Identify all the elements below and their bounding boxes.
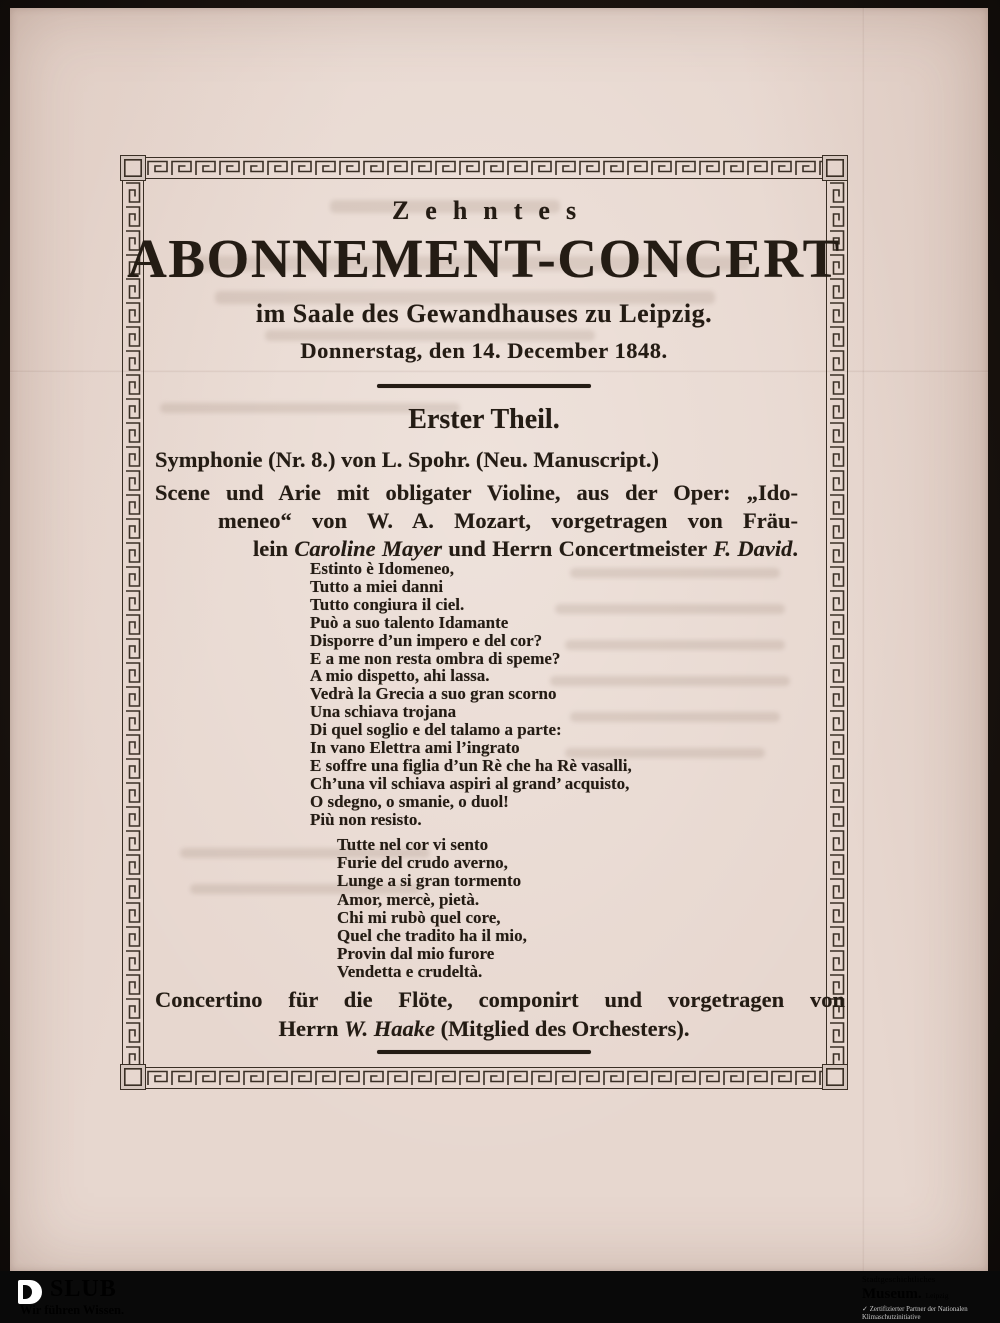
slub-wordmark: SLUB	[50, 1276, 117, 1302]
aria-line: Vedrà la Grecia a suo gran scorno	[310, 684, 557, 704]
aria-performer-mid: und Herrn Concertmeister	[442, 536, 714, 561]
aria-performer-prefix: lein	[253, 536, 295, 561]
aria-line: O sdegno, o smanie, o duol!	[310, 791, 509, 811]
museum-name-row	[862, 1285, 994, 1303]
aria-line: Una schiava trojana	[310, 702, 457, 722]
museum-branding-block	[862, 1275, 994, 1322]
museum-label-top: Stadtgeschichtliches	[862, 1274, 936, 1284]
aria-line: Quel che tradito ha il mio,	[337, 926, 527, 946]
aria-line: In vano Elettra ami l’ingrato	[310, 738, 520, 758]
aria-line: Chi mi rubò quel core,	[337, 907, 501, 927]
performer-name-f-david: F. David	[713, 536, 793, 561]
meander-border-top	[146, 157, 822, 179]
performer-name-caroline-mayer: Caroline Mayer	[294, 536, 442, 561]
museum-name: Museum.	[862, 1285, 922, 1302]
paper-crease-vertical	[862, 8, 865, 1271]
museum-note-text: Zertifizierter Partner der Nationalen Klimaschutzinitiative	[862, 1306, 968, 1321]
aria-line: E a me non resta ombra di speme?	[310, 648, 561, 668]
program-item-aria-line-1: Scene und Arie mit obligater Violine, aus der Oper: „Ido-	[155, 480, 798, 505]
frame-corner-bottom-left	[120, 1064, 146, 1090]
aria-line: Amor, mercè, pietà.	[337, 889, 480, 909]
checkmark-icon: ✓	[862, 1306, 868, 1314]
aria-line: A mio dispetto, ahi lassa.	[310, 666, 490, 686]
program-item-concertino-line-2	[120, 1015, 848, 1042]
program-item-concertino-line-1: Concertino für die Flöte, componirt und vorgetragen von	[155, 987, 845, 1012]
aria-line: Estinto è Idomeneo,	[310, 559, 455, 578]
performer-name-w-haake: W. Haake	[344, 1016, 435, 1041]
venue-line: im Saale des Gewandhauses zu Leipzig.	[255, 299, 713, 328]
slub-logo-icon	[18, 1280, 42, 1304]
program-item-symphony: Symphonie (Nr. 8.) von L. Spohr. (Neu. Manuscript.)	[155, 447, 660, 472]
slub-tagline: Wir führen Wissen.	[20, 1303, 125, 1317]
aria-line: Provin dal mio furore	[337, 944, 495, 964]
footer-bar	[0, 1271, 1000, 1323]
series-title: Zehntes	[391, 196, 593, 225]
aria-line: Lunge a si gran tormento	[337, 871, 522, 891]
aria-line: Di quel soglio e del talamo a parte:	[310, 720, 562, 740]
aria-stanza-1	[310, 560, 632, 829]
museum-certificate-note	[862, 1306, 994, 1322]
frame-corner-top-right	[822, 155, 848, 181]
concertino-prefix: Herrn	[278, 1016, 345, 1041]
part-heading: Erster Theil.	[408, 404, 560, 435]
program-item-aria-line-3	[253, 535, 798, 562]
date-line: Donnerstag, den 14. December 1848.	[300, 338, 668, 363]
aria-line: Più non resisto.	[310, 809, 422, 829]
program-item-aria-line-2: meneo“ von W. A. Mozart, vorgetragen von Fräu-	[218, 508, 798, 533]
museum-city: Leipzig	[925, 1290, 949, 1300]
section-divider-top	[377, 384, 591, 388]
aria-line: Ch’una vil schiava aspiri al grand’ acquisto,	[310, 773, 630, 793]
main-title: ABONNEMENT-CONCERT	[127, 228, 841, 289]
scanned-page	[10, 8, 988, 1271]
aria-performer-suffix: .	[792, 536, 798, 561]
aria-line: Può a suo talento Idamante	[310, 612, 509, 632]
frame-corner-top-left	[120, 155, 146, 181]
aria-stanza-2	[337, 836, 527, 982]
aria-line: Tutto congiura il ciel.	[310, 594, 465, 614]
section-divider-bottom	[377, 1050, 591, 1054]
aria-line: E soffre una figlia d’un Rè che ha Rè vasalli,	[310, 755, 632, 775]
aria-line: Furie del crudo averno,	[337, 853, 508, 873]
aria-line: Disporre d’un impero e del cor?	[310, 630, 543, 650]
aria-line: Tutto a miei danni	[310, 576, 444, 596]
frame-corner-bottom-right	[822, 1064, 848, 1090]
meander-border-bottom	[146, 1067, 822, 1089]
aria-line: Tutte nel cor vi sento	[337, 835, 489, 854]
aria-line: Vendetta e crudeltà.	[337, 962, 483, 982]
concertino-suffix: (Mitglied des Orchesters).	[434, 1016, 690, 1041]
